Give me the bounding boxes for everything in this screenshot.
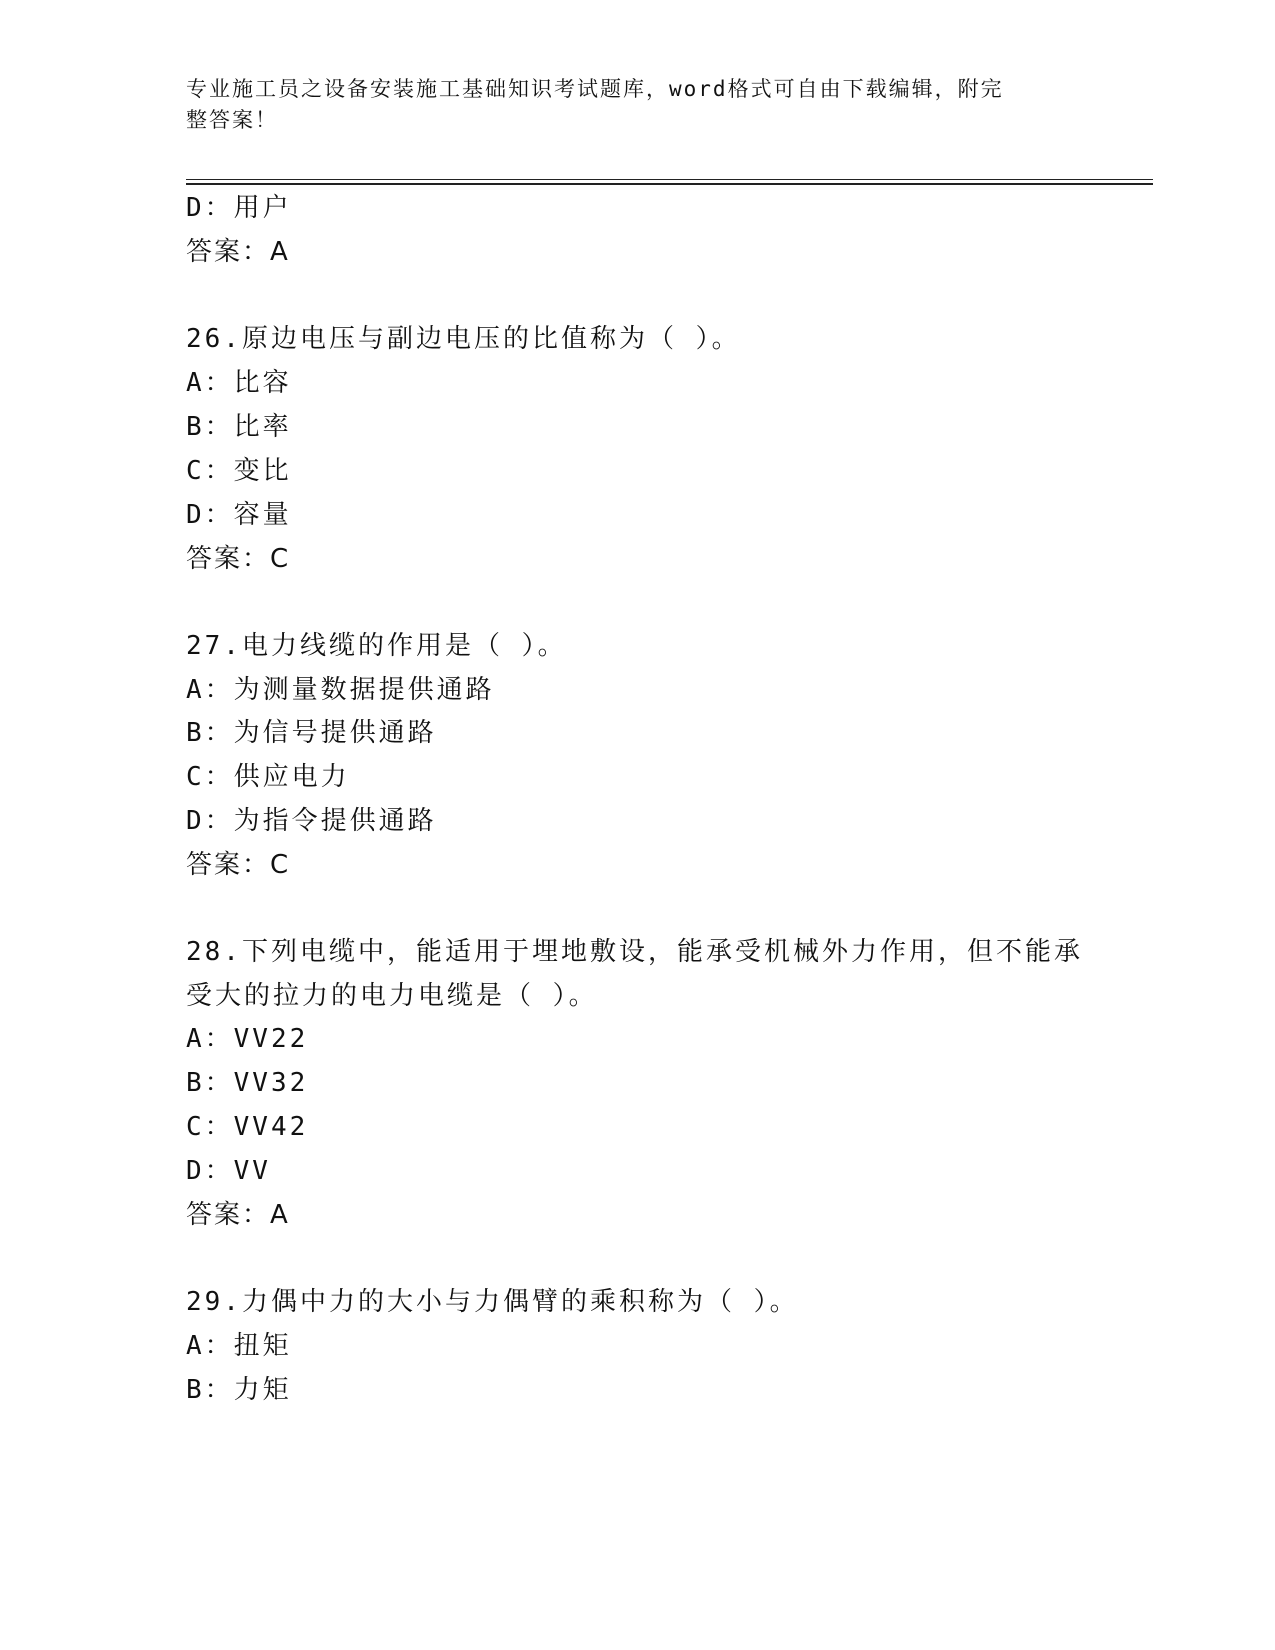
question-28-answer: 答案：A	[186, 1200, 290, 1230]
question-29-option-a: A：扭矩	[186, 1331, 292, 1361]
question-28-option-c: C：VV42	[186, 1112, 309, 1142]
question-28-option-b: B：VV32	[186, 1068, 309, 1098]
header-divider-thick	[186, 183, 1153, 185]
question-28-stem-line-1: 28.下列电缆中，能适用于埋地敷设，能承受机械外力作用，但不能承	[186, 937, 1083, 967]
question-27-option-d: D：为指令提供通路	[186, 806, 437, 836]
question-26-option-a: A：比容	[186, 368, 292, 398]
question-28-stem-line-2: 受大的拉力的电力电缆是（ ）。	[186, 981, 598, 1011]
question-26-stem: 26.原边电压与副边电压的比值称为（ ）。	[186, 324, 741, 354]
prev-option-d: D：用户	[186, 193, 292, 223]
question-29-option-b: B：力矩	[186, 1375, 292, 1405]
question-26-answer: 答案：C	[186, 544, 291, 574]
question-28-option-a: A：VV22	[186, 1024, 309, 1054]
document-header	[186, 74, 1066, 136]
question-27-option-b: B：为信号提供通路	[186, 718, 437, 748]
question-27-option-c: C：供应电力	[186, 762, 350, 792]
question-29-stem: 29.力偶中力的大小与力偶臂的乘积称为（ ）。	[186, 1287, 799, 1317]
prev-answer: 答案：A	[186, 237, 290, 267]
header-line-2: 整答案！	[186, 108, 278, 132]
question-27-answer: 答案：C	[186, 850, 291, 880]
question-27-option-a: A：为测量数据提供通路	[186, 675, 495, 705]
question-27-stem: 27.电力线缆的作用是（ ）。	[186, 631, 567, 661]
question-26-option-d: D：容量	[186, 500, 292, 530]
question-26-option-b: B：比率	[186, 412, 292, 442]
header-divider-thin	[186, 179, 1153, 180]
question-26-option-c: C：变比	[186, 456, 292, 486]
question-28-option-d: D：VV	[186, 1156, 271, 1186]
header-line-1: 专业施工员之设备安装施工基础知识考试题库，word格式可自由下载编辑，附完	[186, 77, 1004, 101]
